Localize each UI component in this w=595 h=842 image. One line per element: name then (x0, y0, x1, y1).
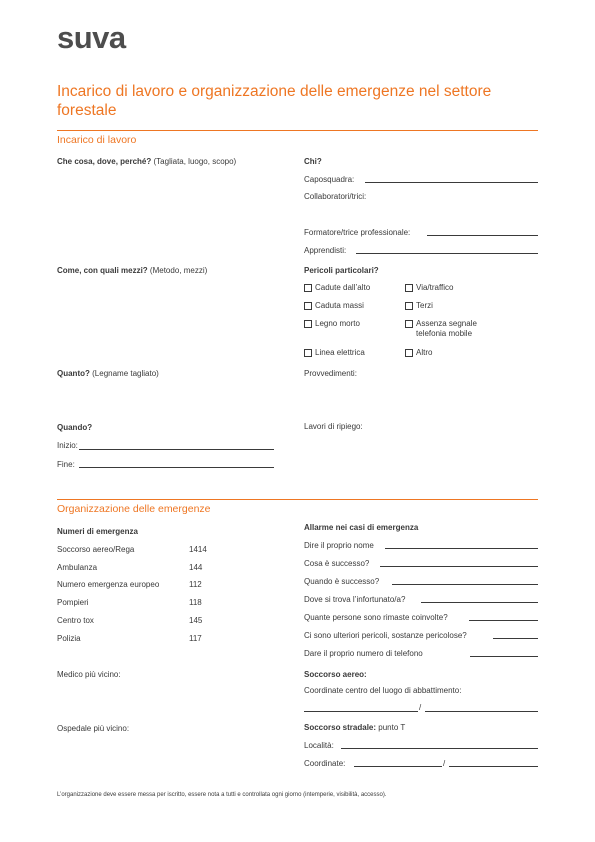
what-field (57, 157, 236, 167)
alarm-item: Quando è successo? (304, 577, 380, 586)
air-coords-y-line[interactable] (425, 711, 538, 712)
danger-no-mobile-signal: Assenza segnale telefonia mobile (416, 319, 477, 338)
section-heading-emergency: Organizzazione delle emergenze (57, 503, 211, 515)
emergency-number-value: 117 (189, 634, 202, 643)
coordinates-label: Coordinate: (304, 759, 346, 768)
danger-falling-rocks: Caduta massi (315, 301, 364, 310)
section-divider (57, 130, 538, 131)
foreman-label: Caposquadra: (304, 175, 355, 184)
alarm-input-line[interactable] (470, 656, 538, 657)
emergency-number-name: Soccorso aereo/Rega (57, 545, 135, 554)
how-label: Come, con quali mezzi? (57, 266, 148, 275)
emergency-number-name: Numero emergenza europeo (57, 580, 160, 589)
document-title: Incarico di lavoro e organizzazione delle emergenze nel settore forestale (57, 83, 492, 119)
emergency-numbers-heading: Numeri di emergenza (57, 527, 138, 536)
apprentices-input-line[interactable] (356, 253, 538, 254)
checkbox-road-traffic[interactable] (405, 284, 413, 292)
road-rescue-point: punto T (378, 723, 406, 732)
start-input-line[interactable] (79, 449, 274, 450)
section-heading-work: Incarico di lavoro (57, 134, 137, 146)
collaborators-label: Collaboratori/trici: (304, 192, 367, 201)
locality-input-line[interactable] (341, 748, 538, 749)
checkbox-dead-wood[interactable] (304, 320, 312, 328)
emergency-number-name: Pompieri (57, 598, 89, 607)
emergency-number-name: Polizia (57, 634, 81, 643)
foreman-input-line[interactable] (365, 182, 538, 183)
start-label: Inizio: (57, 441, 78, 450)
emergency-number-value: 144 (189, 563, 203, 572)
alarm-item: Dove si trova l’infortunato/a? (304, 595, 406, 604)
checkbox-other[interactable] (405, 349, 413, 357)
air-coords-label: Coordinate centro del luogo di abbattimento: (304, 686, 462, 695)
nearest-hospital-label: Ospedale più vicino: (57, 724, 130, 733)
coordinates-x-line[interactable] (354, 766, 442, 767)
locality-label: Località: (304, 741, 334, 750)
what-label: Che cosa, dove, perché? (57, 157, 152, 166)
nearest-doctor-label: Medico più vicino: (57, 670, 121, 679)
section-divider (57, 499, 538, 500)
alarm-item: Dire il proprio nome (304, 541, 374, 550)
alarm-input-line[interactable] (421, 602, 538, 603)
alarm-item: Dare il proprio numero di telefono (304, 649, 423, 658)
coords-separator: / (419, 703, 422, 712)
danger-power-line: Linea elettrica (315, 348, 365, 357)
alarm-input-line[interactable] (469, 620, 538, 621)
fallback-work-label: Lavori di ripiego: (304, 422, 363, 431)
checkbox-no-mobile-signal[interactable] (405, 320, 413, 328)
alarm-item: Ci sono ulteriori pericoli, sostanze pericolose? (304, 631, 467, 640)
apprentices-label: Apprendisti: (304, 246, 347, 255)
alarm-item: Cosa è successo? (304, 559, 370, 568)
end-input-line[interactable] (79, 467, 274, 468)
alarm-item: Quante persone sono rimaste coinvolte? (304, 613, 448, 622)
alarm-heading: Allarme nei casi di emergenza (304, 523, 419, 532)
emergency-number-value: 112 (189, 580, 202, 589)
how-much-hint: (Legname tagliato) (92, 369, 159, 378)
emergency-number-value: 1414 (189, 545, 207, 554)
road-rescue-label: Soccorso stradale: (304, 723, 377, 732)
alarm-input-line[interactable] (385, 548, 538, 549)
end-label: Fine: (57, 460, 75, 469)
coords-separator: / (443, 759, 446, 768)
emergency-number-name: Centro tox (57, 616, 94, 625)
alarm-input-line[interactable] (493, 638, 538, 639)
danger-third-parties: Terzi (416, 301, 433, 310)
checkbox-falls-from-height[interactable] (304, 284, 312, 292)
when-label: Quando? (57, 423, 93, 432)
danger-other: Altro (416, 348, 433, 357)
emergency-number-name: Ambulanza (57, 563, 98, 572)
checkbox-power-line[interactable] (304, 349, 312, 357)
emergency-number-value: 118 (189, 598, 202, 607)
checkbox-falling-rocks[interactable] (304, 302, 312, 310)
alarm-input-line[interactable] (380, 566, 538, 567)
air-rescue-label: Soccorso aereo: (304, 670, 367, 679)
danger-dead-wood: Legno morto (315, 319, 360, 328)
emergency-number-value: 145 (189, 616, 203, 625)
how-hint: (Metodo, mezzi) (149, 266, 208, 275)
danger-road-traffic: Via/traffico (416, 283, 454, 292)
what-hint: (Tagliata, luogo, scopo) (153, 157, 237, 166)
checkbox-third-parties[interactable] (405, 302, 413, 310)
how-much-label: Quanto? (57, 369, 90, 378)
danger-falls-from-height: Cadute dall’alto (315, 283, 371, 292)
coordinates-y-line[interactable] (449, 766, 538, 767)
dangers-label: Pericoli particolari? (304, 266, 379, 275)
road-rescue-field (304, 723, 405, 733)
trainer-label: Formatore/trice professionale: (304, 228, 411, 237)
trainer-input-line[interactable] (427, 235, 538, 236)
footer-note: L’organizzazione deve essere messa per iscritto, essere nota a tutti e controllata ogni giorno (intemperie, visibilità, accesso). (57, 792, 387, 798)
how-much-field (57, 369, 159, 379)
who-label: Chi? (304, 157, 322, 166)
air-coords-x-line[interactable] (304, 711, 418, 712)
alarm-input-line[interactable] (392, 584, 538, 585)
how-field (57, 266, 207, 276)
measures-label: Provvedimenti: (304, 369, 357, 378)
suva-logo: suva (57, 20, 126, 55)
